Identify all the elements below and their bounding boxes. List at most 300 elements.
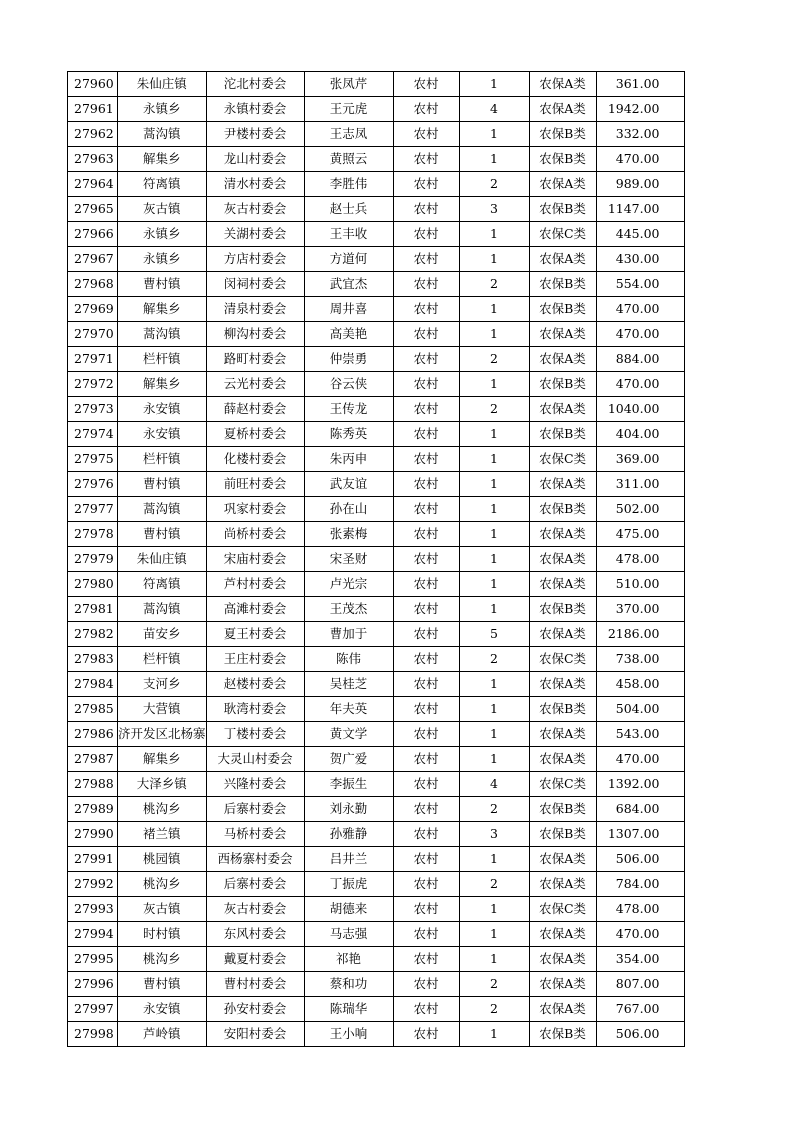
table-row (68, 472, 685, 497)
household-size-cell: 3 (459, 197, 529, 222)
area-type-cell: 农村 (393, 97, 459, 122)
record-id-cell: 27995 (68, 947, 118, 972)
village-cell: 东风村委会 (206, 922, 304, 947)
category-cell: 农保B类 (529, 272, 596, 297)
record-id-cell: 27967 (68, 247, 118, 272)
household-size-cell: 1 (459, 122, 529, 147)
village-cell: 高滩村委会 (206, 597, 304, 622)
village-cell: 后寨村委会 (206, 872, 304, 897)
amount-cell: 554.00 (596, 272, 684, 297)
town-cell: 栏杆镇 (118, 647, 207, 672)
village-cell: 西杨寨村委会 (206, 847, 304, 872)
town-cell: 曹村镇 (118, 472, 207, 497)
record-id-cell: 27994 (68, 922, 118, 947)
table-row (68, 222, 685, 247)
town-cell: 灰古镇 (118, 197, 207, 222)
category-cell: 农保C类 (529, 222, 596, 247)
household-size-cell: 1 (459, 547, 529, 572)
village-cell: 清泉村委会 (206, 297, 304, 322)
household-size-cell: 1 (459, 1022, 529, 1047)
name-cell: 周井喜 (304, 297, 393, 322)
village-cell: 耿湾村委会 (206, 697, 304, 722)
name-cell: 赵士兵 (304, 197, 393, 222)
category-cell: 农保B类 (529, 297, 596, 322)
table-row (68, 1022, 685, 1047)
area-type-cell: 农村 (393, 222, 459, 247)
village-cell: 夏桥村委会 (206, 422, 304, 447)
village-cell: 芦村村委会 (206, 572, 304, 597)
category-cell: 农保B类 (529, 497, 596, 522)
table-row (68, 697, 685, 722)
household-size-cell: 1 (459, 697, 529, 722)
name-cell: 李胜伟 (304, 172, 393, 197)
household-size-cell: 2 (459, 172, 529, 197)
town-cell: 桃园镇 (118, 847, 207, 872)
town-cell: 大泽乡镇 (118, 772, 207, 797)
area-type-cell: 农村 (393, 747, 459, 772)
area-type-cell: 农村 (393, 997, 459, 1022)
category-cell: 农保A类 (529, 522, 596, 547)
name-cell: 黄照云 (304, 147, 393, 172)
town-cell: 芦岭镇 (118, 1022, 207, 1047)
town-cell: 解集乡 (118, 297, 207, 322)
category-cell: 农保C类 (529, 647, 596, 672)
area-type-cell: 农村 (393, 197, 459, 222)
record-id-cell: 27962 (68, 122, 118, 147)
category-cell: 农保A类 (529, 172, 596, 197)
amount-cell: 784.00 (596, 872, 684, 897)
category-cell: 农保A类 (529, 97, 596, 122)
household-size-cell: 1 (459, 722, 529, 747)
area-type-cell: 农村 (393, 722, 459, 747)
name-cell: 黄文学 (304, 722, 393, 747)
household-size-cell: 1 (459, 322, 529, 347)
name-cell: 方道何 (304, 247, 393, 272)
record-id-cell: 27979 (68, 547, 118, 572)
name-cell: 吕井兰 (304, 847, 393, 872)
amount-cell: 332.00 (596, 122, 684, 147)
record-id-cell: 27981 (68, 597, 118, 622)
household-size-cell: 2 (459, 397, 529, 422)
household-size-cell: 2 (459, 272, 529, 297)
table-row (68, 997, 685, 1022)
amount-cell: 370.00 (596, 597, 684, 622)
village-cell: 化楼村委会 (206, 447, 304, 472)
village-cell: 关湖村委会 (206, 222, 304, 247)
area-type-cell: 农村 (393, 947, 459, 972)
village-cell: 巩家村委会 (206, 497, 304, 522)
village-cell: 安阳村委会 (206, 1022, 304, 1047)
category-cell: 农保A类 (529, 572, 596, 597)
village-cell: 路町村委会 (206, 347, 304, 372)
table-row (68, 572, 685, 597)
table-row (68, 122, 685, 147)
name-cell: 孙在山 (304, 497, 393, 522)
village-cell: 后寨村委会 (206, 797, 304, 822)
table-row (68, 422, 685, 447)
record-id-cell: 27985 (68, 697, 118, 722)
area-type-cell: 农村 (393, 697, 459, 722)
record-id-cell: 27960 (68, 72, 118, 97)
village-cell: 柳沟村委会 (206, 322, 304, 347)
village-cell: 龙山村委会 (206, 147, 304, 172)
household-size-cell: 2 (459, 797, 529, 822)
village-cell: 方店村委会 (206, 247, 304, 272)
table-row (68, 947, 685, 972)
table-row (68, 272, 685, 297)
village-cell: 戴夏村委会 (206, 947, 304, 972)
household-size-cell: 1 (459, 447, 529, 472)
name-cell: 贺广爱 (304, 747, 393, 772)
category-cell: 农保A类 (529, 397, 596, 422)
town-cell: 桃沟乡 (118, 872, 207, 897)
household-size-cell: 1 (459, 422, 529, 447)
name-cell: 陈秀英 (304, 422, 393, 447)
town-cell: 苗安乡 (118, 622, 207, 647)
amount-cell: 361.00 (596, 72, 684, 97)
name-cell: 胡德来 (304, 897, 393, 922)
village-cell: 云光村委会 (206, 372, 304, 397)
household-size-cell: 1 (459, 222, 529, 247)
town-cell: 符离镇 (118, 172, 207, 197)
household-size-cell: 2 (459, 347, 529, 372)
town-cell: 蒿沟镇 (118, 497, 207, 522)
village-cell: 永镇村委会 (206, 97, 304, 122)
record-id-cell: 27971 (68, 347, 118, 372)
record-id-cell: 27986 (68, 722, 118, 747)
table-row (68, 322, 685, 347)
town-cell: 桃沟乡 (118, 947, 207, 972)
name-cell: 谷云侠 (304, 372, 393, 397)
name-cell: 丁振虎 (304, 872, 393, 897)
record-id-cell: 27991 (68, 847, 118, 872)
table-row (68, 747, 685, 772)
record-id-cell: 27990 (68, 822, 118, 847)
record-id-cell: 27968 (68, 272, 118, 297)
amount-cell: 807.00 (596, 972, 684, 997)
name-cell: 王元虎 (304, 97, 393, 122)
town-cell: 栏杆镇 (118, 347, 207, 372)
town-cell: 曹村镇 (118, 972, 207, 997)
table-row (68, 772, 685, 797)
town-cell: 永镇乡 (118, 97, 207, 122)
record-id-cell: 27974 (68, 422, 118, 447)
amount-cell: 506.00 (596, 1022, 684, 1047)
category-cell: 农保A类 (529, 472, 596, 497)
household-size-cell: 5 (459, 622, 529, 647)
town-cell: 解集乡 (118, 747, 207, 772)
household-size-cell: 1 (459, 597, 529, 622)
household-size-cell: 1 (459, 247, 529, 272)
household-size-cell: 1 (459, 297, 529, 322)
area-type-cell: 农村 (393, 1022, 459, 1047)
name-cell: 王传龙 (304, 397, 393, 422)
name-cell: 孙雅静 (304, 822, 393, 847)
name-cell: 王志凤 (304, 122, 393, 147)
category-cell: 农保A类 (529, 722, 596, 747)
area-type-cell: 农村 (393, 847, 459, 872)
village-cell: 灰古村委会 (206, 897, 304, 922)
category-cell: 农保B类 (529, 697, 596, 722)
name-cell: 吴桂芝 (304, 672, 393, 697)
table-row (68, 497, 685, 522)
name-cell: 马志强 (304, 922, 393, 947)
household-size-cell: 1 (459, 572, 529, 597)
table-row (68, 447, 685, 472)
category-cell: 农保B类 (529, 822, 596, 847)
category-cell: 农保A类 (529, 72, 596, 97)
name-cell: 陈伟 (304, 647, 393, 672)
record-id-cell: 27969 (68, 297, 118, 322)
amount-cell: 354.00 (596, 947, 684, 972)
amount-cell: 470.00 (596, 372, 684, 397)
household-size-cell: 2 (459, 872, 529, 897)
town-cell: 永镇乡 (118, 222, 207, 247)
area-type-cell: 农村 (393, 672, 459, 697)
household-size-cell: 1 (459, 747, 529, 772)
category-cell: 农保B类 (529, 1022, 596, 1047)
town-cell: 解集乡 (118, 147, 207, 172)
table-row (68, 147, 685, 172)
amount-cell: 475.00 (596, 522, 684, 547)
table-row (68, 672, 685, 697)
town-cell: 栏杆镇 (118, 447, 207, 472)
area-type-cell: 农村 (393, 922, 459, 947)
village-cell: 尚桥村委会 (206, 522, 304, 547)
amount-cell: 430.00 (596, 247, 684, 272)
town-cell: 永安镇 (118, 997, 207, 1022)
village-cell: 闵祠村委会 (206, 272, 304, 297)
record-id-cell: 27983 (68, 647, 118, 672)
category-cell: 农保A类 (529, 922, 596, 947)
record-id-cell: 27977 (68, 497, 118, 522)
record-id-cell: 27970 (68, 322, 118, 347)
town-cell: 桃沟乡 (118, 797, 207, 822)
amount-cell: 884.00 (596, 347, 684, 372)
record-id-cell: 27965 (68, 197, 118, 222)
name-cell: 宋圣财 (304, 547, 393, 572)
record-id-cell: 27975 (68, 447, 118, 472)
town-cell: 蒿沟镇 (118, 322, 207, 347)
village-cell: 马桥村委会 (206, 822, 304, 847)
category-cell: 农保C类 (529, 447, 596, 472)
amount-cell: 1147.00 (596, 197, 684, 222)
category-cell: 农保B类 (529, 797, 596, 822)
table-row (68, 297, 685, 322)
name-cell: 武友谊 (304, 472, 393, 497)
village-cell: 赵楼村委会 (206, 672, 304, 697)
village-cell: 薛赵村委会 (206, 397, 304, 422)
table-row (68, 647, 685, 672)
amount-cell: 470.00 (596, 747, 684, 772)
village-cell: 前旺村委会 (206, 472, 304, 497)
household-size-cell: 3 (459, 822, 529, 847)
town-cell: 济开发区北杨寨 (118, 722, 207, 747)
category-cell: 农保A类 (529, 947, 596, 972)
town-cell: 解集乡 (118, 372, 207, 397)
amount-cell: 510.00 (596, 572, 684, 597)
amount-cell: 478.00 (596, 547, 684, 572)
record-id-cell: 27988 (68, 772, 118, 797)
name-cell: 武宜杰 (304, 272, 393, 297)
record-id-cell: 27992 (68, 872, 118, 897)
record-id-cell: 27961 (68, 97, 118, 122)
table-row (68, 922, 685, 947)
table-row (68, 897, 685, 922)
name-cell: 朱丙申 (304, 447, 393, 472)
area-type-cell: 农村 (393, 272, 459, 297)
area-type-cell: 农村 (393, 147, 459, 172)
name-cell: 祁艳 (304, 947, 393, 972)
name-cell: 刘永勤 (304, 797, 393, 822)
record-id-cell: 27973 (68, 397, 118, 422)
record-id-cell: 27989 (68, 797, 118, 822)
category-cell: 农保B类 (529, 372, 596, 397)
table-row (68, 597, 685, 622)
table-row (68, 172, 685, 197)
record-id-cell: 27978 (68, 522, 118, 547)
household-size-cell: 2 (459, 972, 529, 997)
table-row (68, 972, 685, 997)
name-cell: 卢光宗 (304, 572, 393, 597)
category-cell: 农保A类 (529, 622, 596, 647)
area-type-cell: 农村 (393, 322, 459, 347)
area-type-cell: 农村 (393, 372, 459, 397)
name-cell: 张素梅 (304, 522, 393, 547)
amount-cell: 506.00 (596, 847, 684, 872)
area-type-cell: 农村 (393, 547, 459, 572)
household-size-cell: 4 (459, 772, 529, 797)
record-id-cell: 27966 (68, 222, 118, 247)
area-type-cell: 农村 (393, 597, 459, 622)
table-row (68, 97, 685, 122)
table-row (68, 247, 685, 272)
area-type-cell: 农村 (393, 522, 459, 547)
household-size-cell: 1 (459, 497, 529, 522)
town-cell: 永安镇 (118, 397, 207, 422)
village-cell: 曹村村委会 (206, 972, 304, 997)
table-row (68, 347, 685, 372)
table-row (68, 522, 685, 547)
amount-cell: 470.00 (596, 147, 684, 172)
area-type-cell: 农村 (393, 622, 459, 647)
name-cell: 蔡和功 (304, 972, 393, 997)
village-cell: 孙安村委会 (206, 997, 304, 1022)
area-type-cell: 农村 (393, 872, 459, 897)
town-cell: 永镇乡 (118, 247, 207, 272)
household-size-cell: 1 (459, 147, 529, 172)
village-cell: 夏王村委会 (206, 622, 304, 647)
village-cell: 王庄村委会 (206, 647, 304, 672)
record-id-cell: 27993 (68, 897, 118, 922)
category-cell: 农保A类 (529, 747, 596, 772)
village-cell: 清水村委会 (206, 172, 304, 197)
amount-cell: 470.00 (596, 322, 684, 347)
category-cell: 农保A类 (529, 672, 596, 697)
category-cell: 农保B类 (529, 122, 596, 147)
amount-cell: 502.00 (596, 497, 684, 522)
category-cell: 农保A类 (529, 322, 596, 347)
area-type-cell: 农村 (393, 247, 459, 272)
town-cell: 永安镇 (118, 422, 207, 447)
name-cell: 陈瑞华 (304, 997, 393, 1022)
table-row (68, 622, 685, 647)
category-cell: 农保C类 (529, 772, 596, 797)
category-cell: 农保A类 (529, 547, 596, 572)
household-size-cell: 1 (459, 922, 529, 947)
town-cell: 符离镇 (118, 572, 207, 597)
household-size-cell: 1 (459, 847, 529, 872)
name-cell: 仲崇勇 (304, 347, 393, 372)
record-id-cell: 27982 (68, 622, 118, 647)
record-id-cell: 27964 (68, 172, 118, 197)
area-type-cell: 农村 (393, 297, 459, 322)
amount-cell: 1307.00 (596, 822, 684, 847)
amount-cell: 404.00 (596, 422, 684, 447)
village-cell: 沱北村委会 (206, 72, 304, 97)
table-row (68, 847, 685, 872)
record-id-cell: 27996 (68, 972, 118, 997)
record-id-cell: 27972 (68, 372, 118, 397)
name-cell: 曹加于 (304, 622, 393, 647)
amount-cell: 470.00 (596, 922, 684, 947)
category-cell: 农保A类 (529, 997, 596, 1022)
name-cell: 王小响 (304, 1022, 393, 1047)
household-size-cell: 1 (459, 947, 529, 972)
area-type-cell: 农村 (393, 822, 459, 847)
household-size-cell: 1 (459, 522, 529, 547)
record-id-cell: 27963 (68, 147, 118, 172)
table-row (68, 822, 685, 847)
town-cell: 曹村镇 (118, 272, 207, 297)
household-size-cell: 1 (459, 372, 529, 397)
category-cell: 农保A类 (529, 347, 596, 372)
area-type-cell: 农村 (393, 422, 459, 447)
area-type-cell: 农村 (393, 497, 459, 522)
amount-cell: 1942.00 (596, 97, 684, 122)
household-size-cell: 1 (459, 897, 529, 922)
amount-cell: 738.00 (596, 647, 684, 672)
name-cell: 王茂杰 (304, 597, 393, 622)
amount-cell: 1040.00 (596, 397, 684, 422)
household-size-cell: 1 (459, 672, 529, 697)
category-cell: 农保B类 (529, 197, 596, 222)
amount-cell: 767.00 (596, 997, 684, 1022)
category-cell: 农保A类 (529, 247, 596, 272)
record-id-cell: 27998 (68, 1022, 118, 1047)
area-type-cell: 农村 (393, 397, 459, 422)
table-row (68, 197, 685, 222)
category-cell: 农保B类 (529, 147, 596, 172)
category-cell: 农保B类 (529, 422, 596, 447)
town-cell: 支河乡 (118, 672, 207, 697)
village-cell: 灰古村委会 (206, 197, 304, 222)
village-cell: 大灵山村委会 (206, 747, 304, 772)
area-type-cell: 农村 (393, 897, 459, 922)
area-type-cell: 农村 (393, 572, 459, 597)
table-row (68, 797, 685, 822)
amount-cell: 445.00 (596, 222, 684, 247)
category-cell: 农保C类 (529, 897, 596, 922)
town-cell: 朱仙庄镇 (118, 72, 207, 97)
town-cell: 朱仙庄镇 (118, 547, 207, 572)
amount-cell: 989.00 (596, 172, 684, 197)
table-row (68, 547, 685, 572)
area-type-cell: 农村 (393, 972, 459, 997)
table-row (68, 722, 685, 747)
town-cell: 灰古镇 (118, 897, 207, 922)
village-cell: 宋庙村委会 (206, 547, 304, 572)
